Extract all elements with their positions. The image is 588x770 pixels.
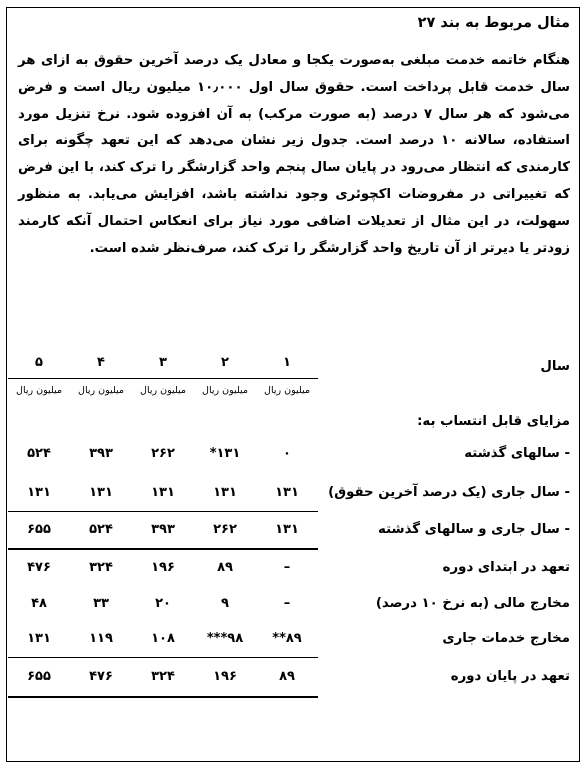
unit-label: میلیون ریال: [264, 385, 310, 396]
cell-year-1: ۱۳۱: [275, 522, 299, 537]
header-rule: [194, 378, 256, 379]
row-label: تعهد در پایان دوره: [450, 669, 570, 684]
table-row: [0, 624, 588, 654]
row-label: - سال جاری و سالهای گذشته: [378, 522, 570, 537]
paragraph-text: هنگام خاتمه خدمت مبلغی به‌صورت یکجا و معادل یک درصد آخرین حقوق به ازای هر سال خدمت قابل پرداخت است. حقوق سال اول ۱۰٫۰۰۰ میلیون ریال است و فرض می‌شود که هر سال ۷ درصد (به صورت مرکب) به آن افزوده شود. نرخ تنزیل مورد استفاده، سالانه ۱۰ درصد است. جدول زیر نشان می‌دهد که این تعهد چگونه برای کارمندی که انتظار می‌رود در پایان سال پنجم واحد گزارشگر را ترک کند، با این فرض که تغییراتی در مفروضات اکچوئری وجود نداشته باشد، افزایش می‌یابد. به منظور سهولت، در این مثال از تعدیلات اضافی مورد نیاز برای انعکاس احتمال آنکه کارمند زودتر یا دیرتر از آن تاریخ واحد گزارشگر را ترک کند، صرف‌نظر شده است.: [18, 53, 571, 256]
cell-year-3: ۳۲۴: [151, 669, 175, 684]
row-label: مخارج خدمات جاری: [442, 631, 570, 646]
header-rule: [256, 378, 318, 379]
cell-year-5: ۵۲۴: [27, 446, 51, 461]
cell-year-1: **۸۹: [272, 631, 302, 646]
cell-year-1: –: [283, 560, 291, 575]
total-rule: [132, 548, 194, 550]
cell-year-2: ۹: [221, 596, 229, 611]
table-row: [0, 553, 588, 583]
cell-year-1: ۱۳۱: [275, 485, 299, 500]
year-header-3: ۳: [159, 355, 167, 370]
final-total-rule: [256, 696, 318, 698]
unit-label: میلیون ریال: [140, 385, 186, 396]
year-header-1: ۱: [283, 355, 291, 370]
cell-year-4: ۱۱۹: [89, 631, 113, 646]
subtotal-rule: [194, 511, 256, 512]
row-label: مخارج مالی (به نرخ ۱۰ درصد): [375, 596, 570, 611]
final-total-rule: [70, 696, 132, 698]
total-rule: [8, 548, 70, 550]
table-row: [0, 439, 588, 469]
row-label: تعهد در ابتدای دوره: [442, 560, 570, 575]
cell-year-5: ۱۳۱: [27, 631, 51, 646]
unit-label: میلیون ریال: [202, 385, 248, 396]
cell-year-5: ۱۳۱: [27, 485, 51, 500]
cell-year-2: ***۹۸: [206, 631, 244, 646]
subtotal-rule: [70, 511, 132, 512]
total-rule: [70, 548, 132, 550]
cell-year-4: ۳۳: [93, 596, 109, 611]
row-label: - سال جاری (یک درصد آخرین حقوق): [328, 485, 570, 500]
cell-year-2: ۲۶۲: [213, 522, 237, 537]
cell-year-3: ۱۳۱: [151, 485, 175, 500]
row-label: - سالهای گذشته: [464, 446, 570, 461]
total-rule: [256, 548, 318, 550]
cell-year-3: ۲۶۲: [151, 446, 175, 461]
cell-year-4: ۱۳۱: [89, 485, 113, 500]
cell-year-3: ۱۰۸: [151, 631, 175, 646]
subtotal-rule: [8, 511, 70, 512]
cell-year-1: –: [283, 596, 291, 611]
cell-year-4: ۳۹۳: [89, 446, 113, 461]
cell-year-4: ۳۲۴: [89, 560, 113, 575]
year-label: سال: [540, 359, 570, 374]
subtotal-rule: [8, 657, 70, 658]
final-total-rule: [8, 696, 70, 698]
cell-year-4: ۴۷۶: [89, 669, 113, 684]
table-row: [0, 662, 588, 692]
cell-year-5: ۴۷۶: [27, 560, 51, 575]
cell-year-3: ۲۰: [155, 596, 171, 611]
table-row: [0, 515, 588, 545]
year-header-4: ۴: [97, 355, 105, 370]
cell-year-3: ۳۹۳: [151, 522, 175, 537]
header-rule: [8, 378, 70, 379]
cell-year-1: ۰: [283, 446, 291, 461]
header-rule: [70, 378, 132, 379]
subtotal-rule: [256, 657, 318, 658]
year-header-2: ۲: [221, 355, 229, 370]
cell-year-2: *۱۳۱: [209, 446, 241, 461]
cell-year-5: ۴۸: [31, 596, 47, 611]
cell-year-1: ۸۹: [279, 669, 295, 684]
year-header-5: ۵: [35, 355, 43, 370]
final-total-rule: [194, 696, 256, 698]
cell-year-2: ۸۹: [217, 560, 233, 575]
subtotal-rule: [70, 657, 132, 658]
cell-year-2: ۱۳۱: [213, 485, 237, 500]
example-paragraph: [18, 48, 570, 262]
subtotal-rule: [132, 511, 194, 512]
cell-year-2: ۱۹۶: [213, 669, 237, 684]
total-rule: [194, 548, 256, 550]
unit-label: میلیون ریال: [16, 385, 62, 396]
table-row: [0, 478, 588, 508]
unit-label: میلیون ریال: [78, 385, 124, 396]
subtotal-rule: [256, 511, 318, 512]
cell-year-3: ۱۹۶: [151, 560, 175, 575]
final-total-rule: [132, 696, 194, 698]
header-rule: [132, 378, 194, 379]
subtotal-rule: [132, 657, 194, 658]
cell-year-5: ۶۵۵: [27, 669, 51, 684]
cell-year-4: ۵۲۴: [89, 522, 113, 537]
section-label: مزایای قابل انتساب به:: [417, 414, 570, 429]
example-title: مثال مربوط به بند ۲۷: [417, 15, 570, 31]
subtotal-rule: [194, 657, 256, 658]
cell-year-5: ۶۵۵: [27, 522, 51, 537]
table-row: [0, 589, 588, 619]
